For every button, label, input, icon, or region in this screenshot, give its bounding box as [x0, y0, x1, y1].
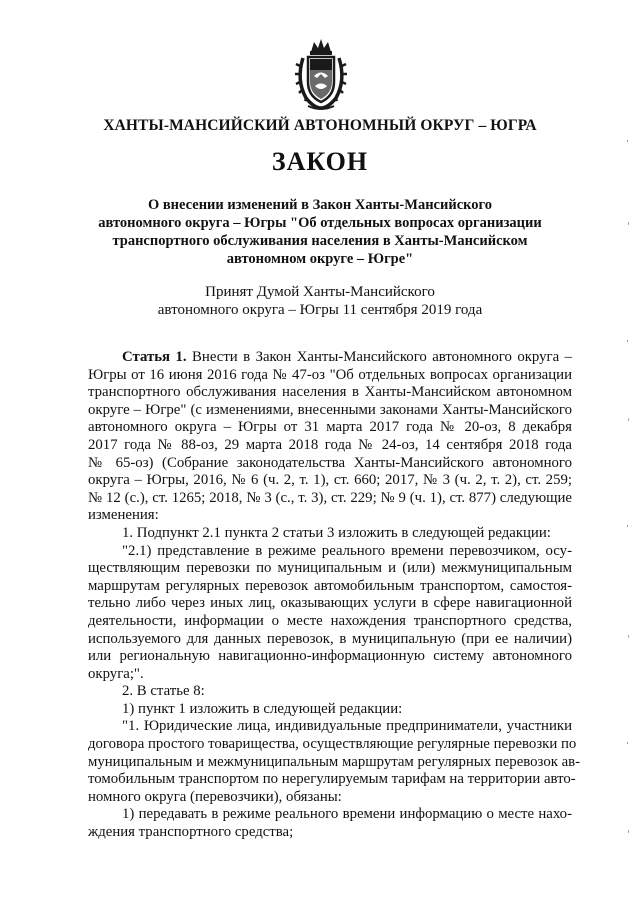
article-first-line	[88, 349, 572, 367]
body-line: № 65-оз) (Собрание законодательства Ханты-Мансийского автономного	[88, 454, 572, 471]
body-line: номного округа (перевозчики), обязаны:	[88, 788, 342, 805]
body-line: тельно либо через иных лиц, оказывающих услуги в сфере навигационной	[88, 595, 572, 612]
body-line: используемого для данных перевозок, в муниципальную (при ее наличии)	[88, 630, 572, 647]
body-line: "1. Юридические лица, индивидуальные предприниматели, участники	[122, 718, 572, 735]
adoption-line: автономного округа – Югры 11 сентября 2019 года	[157, 302, 483, 318]
article-first-text: Внести в Закон Ханты-Мансийского автономного округа –	[186, 349, 572, 365]
title-line: О внесении изменений в Закон Ханты-Мансийского	[147, 197, 493, 213]
document-type: ЗАКОН	[271, 147, 369, 176]
article-label: Статья 1.	[122, 349, 187, 365]
body-line: 2017 года № 88-оз, 29 марта 2018 года № 24-оз, 14 сентября 2018 года	[88, 436, 572, 453]
body-line: Югры от 16 июня 2016 года № 47-оз "Об отдельных вопросах организации	[88, 366, 572, 383]
body-line: договора простого товарищества, осуществляющие регулярные перевозки по	[88, 736, 577, 753]
body-line: ществляющим перевозки по муниципальным и (или) межмуниципальным	[88, 560, 572, 577]
body-line: "2.1) представление в режиме реального времени перевозчиком, осу-	[122, 542, 572, 559]
body-line: томобильным транспортом по нерегулируемым тарифам на территории авто-	[88, 771, 576, 788]
body-line: транспортного обслуживания населения в Ханты-Мансийском автономном	[88, 384, 572, 401]
body-line: изменения:	[88, 507, 159, 524]
body-line: деятельности, информации о месте нахождения транспортного средства,	[88, 612, 572, 629]
body-line: или региональную навигационно-информационную систему автономного	[88, 648, 572, 665]
body-line: 1) пункт 1 изложить в следующей редакции:	[122, 700, 403, 717]
body-line: автономного округа – Югры от 31 марта 2017 года № 20-оз, 8 декабря	[88, 419, 572, 436]
body-line: округа;".	[88, 665, 144, 682]
body-line: маршрутам регулярных перевозок автомобильным транспортом, самостоя-	[88, 577, 572, 594]
coat-of-arms-icon	[294, 36, 348, 112]
body-line: № 12 (с.), ст. 1265; 2018, № 3 (с., т. 3), ст. 229; № 9 (ч. 1), ст. 877) следующие	[88, 489, 572, 506]
body-line: 2. В статье 8:	[122, 683, 205, 700]
adoption-note	[70, 283, 570, 319]
body-line: 1. Подпункт 2.1 пункта 2 статьи 3 изложить в следующей редакции:	[122, 524, 551, 541]
region-heading: ХАНТЫ-МАНСИЙСКИЙ АВТОНОМНЫЙ ОКРУГ – ЮГРА	[103, 117, 537, 134]
adoption-line: Принят Думой Ханты-Мансийского	[205, 284, 435, 300]
body-line: округа – Югры, 2016, № 6 (ч. 2, т. 1), ст. 660; 2017, № 3 (ч. 2, т. 2), ст. 259;	[88, 472, 572, 489]
title-line: транспортного обслуживания населения в Ханты-Мансийском	[112, 233, 528, 249]
body-line: ждения транспортного средства;	[88, 824, 294, 841]
law-body	[88, 349, 581, 842]
body-line: муниципальным и межмуниципальным маршрутам регулярных перевозок ав-	[88, 753, 581, 770]
law-title	[70, 196, 570, 268]
scan-margin-marks	[624, 130, 632, 890]
body-line: 1) передавать в режиме реального времени информацию о месте нахо-	[122, 806, 572, 823]
body-line: округе – Югре" (с изменениями, внесенными законами Ханты-Мансийского	[88, 401, 572, 418]
title-line: автономном округе – Югре"	[226, 251, 414, 267]
title-line: автономного округа – Югры "Об отдельных вопросах организации	[98, 215, 542, 231]
